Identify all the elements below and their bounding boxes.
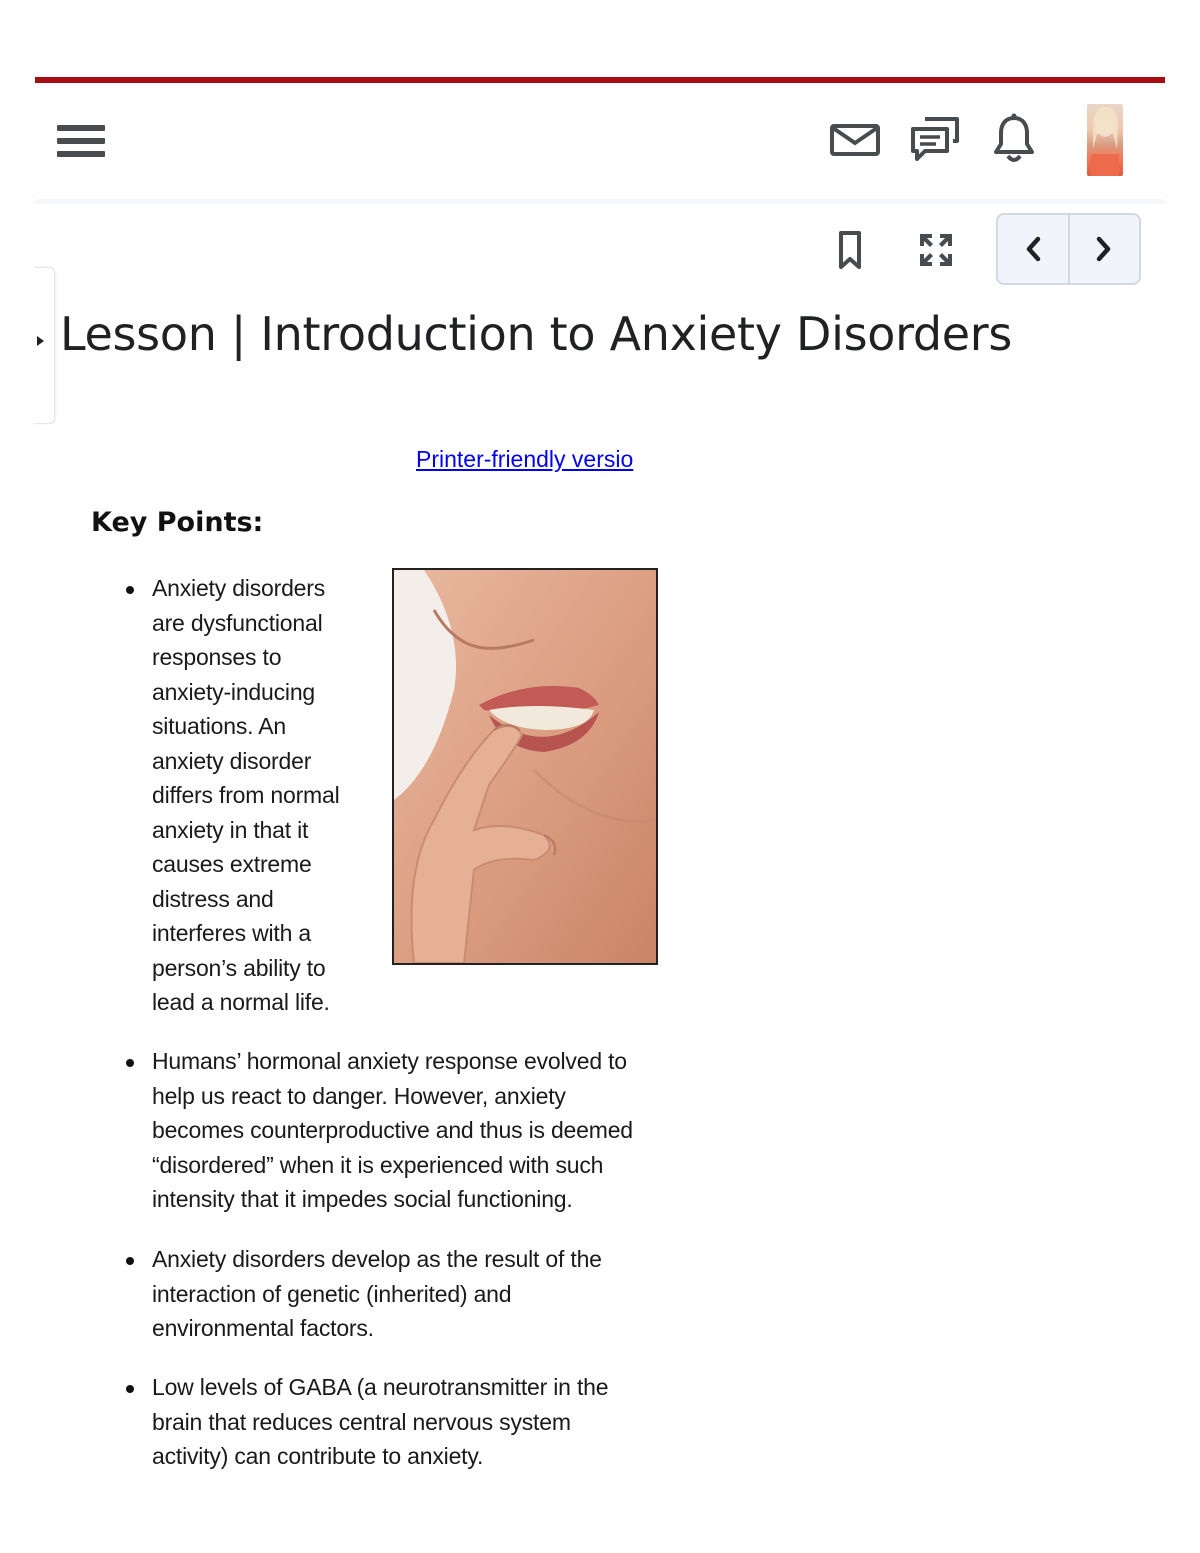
anxiety-photo	[392, 568, 658, 965]
key-point-item	[126, 1044, 664, 1224]
key-point-line: brain that reduces central nervous system	[152, 1408, 571, 1435]
key-point-line: “disordered” when it is experienced with such	[152, 1151, 604, 1178]
bell-icon[interactable]	[987, 111, 1041, 165]
chevron-left-icon[interactable]	[998, 215, 1068, 283]
key-point-line: activity) can contribute to anxiety.	[152, 1443, 484, 1469]
key-point-item	[126, 1242, 664, 1352]
bullet-dot	[126, 1385, 134, 1393]
header-divider	[35, 199, 1165, 204]
key-point-line: are dysfunctional	[152, 609, 323, 636]
key-point-line: lead a normal life.	[152, 989, 330, 1015]
bullet-dot	[126, 1257, 134, 1265]
key-point-line: Low levels of GABA (a neurotransmitter in the	[152, 1374, 609, 1400]
key-point-line: causes extreme	[152, 851, 312, 877]
hamburger-icon[interactable]	[57, 125, 107, 163]
key-point-line: Anxiety disorders develop as the result of the	[152, 1246, 602, 1272]
chevron-right-icon[interactable]	[1068, 215, 1140, 283]
key-point-line: environmental factors.	[152, 1315, 374, 1341]
printer-friendly-link[interactable]: Printer-friendly versio	[416, 446, 634, 472]
key-point-line: person’s ability to	[152, 954, 326, 981]
key-point-line: anxiety disorder	[152, 747, 312, 774]
top-navbar	[35, 83, 1165, 201]
topic-navigation	[996, 213, 1141, 285]
page-title: Lesson | Introduction to Anxiety Disorders	[60, 307, 1013, 361]
bullet-dot	[126, 1059, 134, 1067]
user-avatar[interactable]	[1087, 104, 1123, 176]
key-point-line: anxiety in that it	[152, 816, 309, 843]
expand-arrow-icon	[37, 336, 44, 346]
fullscreen-icon[interactable]	[912, 224, 960, 276]
key-points-heading: Key Points:	[91, 507, 264, 538]
key-point-line: responses to	[152, 644, 282, 670]
key-point-line: Humans’ hormonal anxiety response evolved to	[152, 1048, 627, 1074]
key-point-line: distress and	[152, 885, 274, 912]
key-point-line: anxiety-inducing	[152, 678, 316, 705]
key-point-line: Anxiety disorders	[152, 575, 326, 601]
bookmark-icon[interactable]	[826, 224, 874, 276]
key-point-line: intensity that it impedes social functioning.	[152, 1186, 573, 1212]
key-point-line: interaction of genetic (inherited) and	[152, 1280, 512, 1307]
mail-icon[interactable]	[828, 113, 882, 167]
key-point-item	[126, 571, 356, 1021]
key-point-line: becomes counterproductive and thus is deemed	[152, 1117, 633, 1143]
chat-icon[interactable]	[908, 113, 962, 167]
key-point-line: interferes with a	[152, 920, 311, 946]
key-point-item	[126, 1370, 664, 1480]
key-point-line: differs from normal	[152, 782, 340, 808]
key-point-line: situations. An	[152, 713, 287, 739]
key-point-line: help us react to danger. However, anxiety	[152, 1082, 566, 1109]
bullet-dot	[126, 586, 134, 594]
